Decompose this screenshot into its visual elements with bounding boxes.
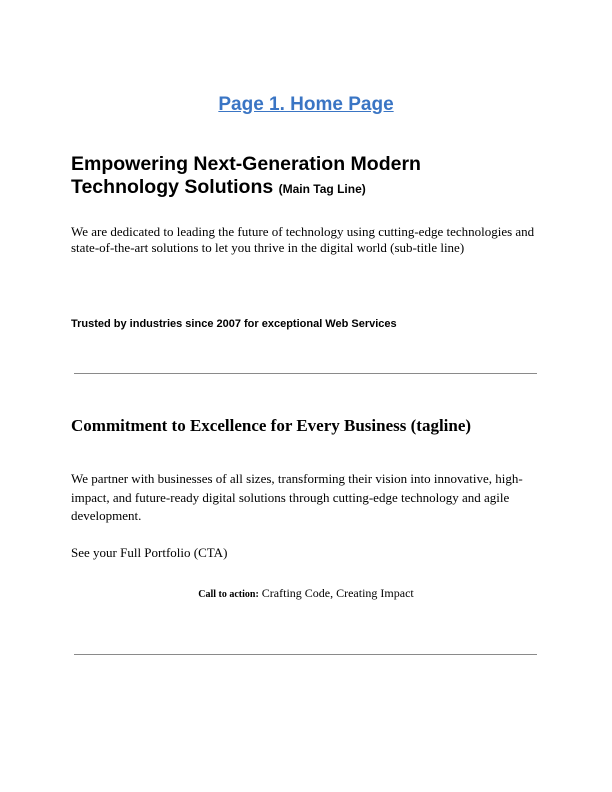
subtitle-line: We are dedicated to leading the future of technology using cutting-edge technologies and state-of-the-art solutions to let you thrive in the digital world (sub-title line)	[71, 224, 535, 255]
section-body: We partner with businesses of all sizes, transforming their vision into innovative, high-impact, and future-ready digital solutions through cutting-edge technology and agile development.	[71, 471, 523, 523]
call-to-action-text: Crafting Code, Creating Impact	[261, 586, 414, 600]
section-tagline: Commitment to Excellence for Every Business (tagline)	[71, 416, 472, 435]
call-to-action	[0, 586, 612, 601]
divider	[74, 654, 537, 655]
trust-line: Trusted by industries since 2007 for exceptional Web Services	[71, 318, 397, 330]
main-headline	[71, 153, 501, 201]
headline-note: (Main Tag Line)	[278, 182, 366, 196]
divider	[74, 373, 537, 374]
headline-text: Empowering Next-Generation Modern Technology Solutions	[71, 153, 421, 198]
call-to-action-label: Call to action:	[198, 589, 259, 600]
portfolio-cta: See your Full Portfolio (CTA)	[71, 545, 228, 560]
page-title: Page 1. Home Page	[218, 94, 394, 115]
